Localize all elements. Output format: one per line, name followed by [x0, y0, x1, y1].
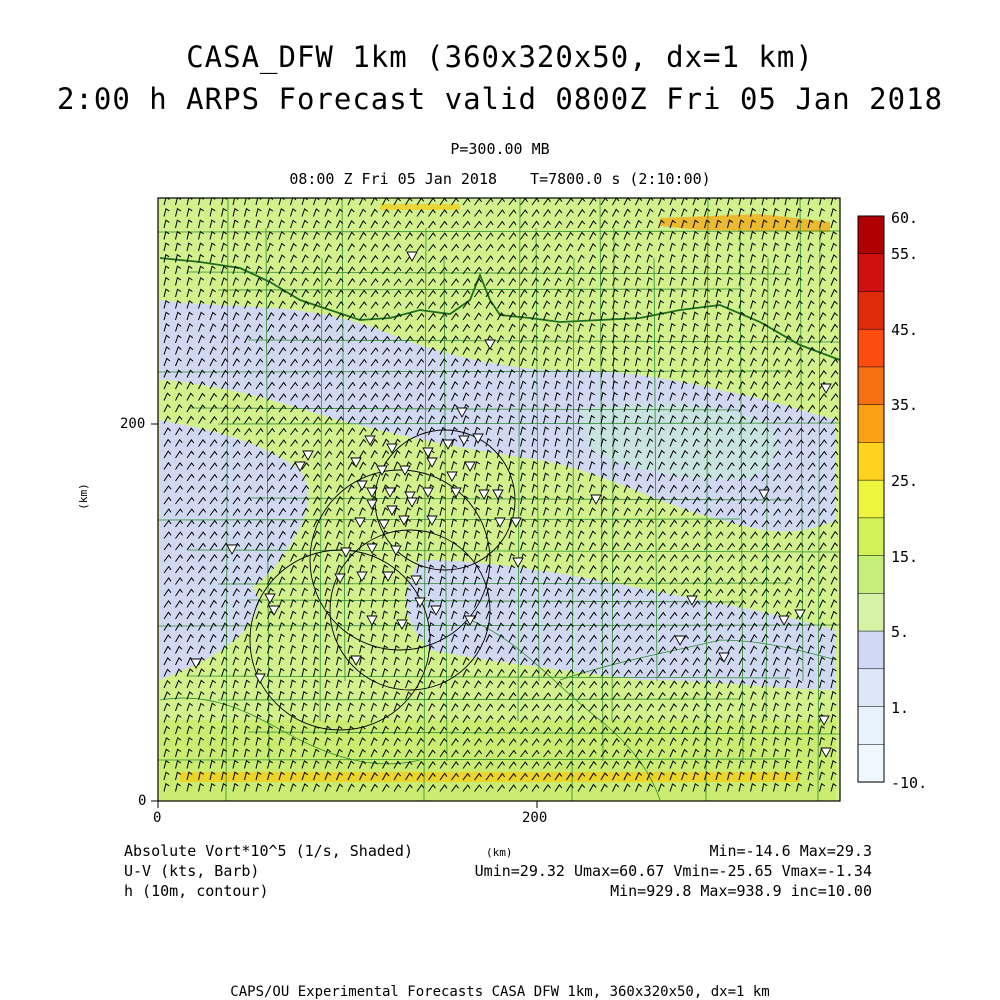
colorbar-label-1: 1. [891, 699, 910, 717]
colorbar [858, 216, 884, 782]
colorbar-swatch [858, 669, 884, 707]
colorbar-swatch [858, 707, 884, 745]
chart-title-line2: 2:00 h ARPS Forecast valid 0800Z Fri 05 Jan 2018 [56, 82, 944, 116]
x-tick-label-200: 200 [522, 810, 548, 826]
y-tick-label-0: 0 [138, 793, 147, 809]
colorbar-swatch [858, 631, 884, 669]
colorbar-swatch [858, 367, 884, 405]
chart-title-line1: CASA_DFW 1km (360x320x50, dx=1 km) [186, 40, 814, 74]
colorbar-label-45: 45. [891, 321, 919, 339]
legend-field-vorticity: Absolute Vort*10^5 (1/s, Shaded) [124, 842, 413, 860]
colorbar-label-minus10: -10. [891, 774, 928, 792]
colorbar-swatch [858, 518, 884, 556]
pressure-level-label: P=300.00 MB [450, 140, 550, 158]
model-time-label: T=7800.0 s (2:10:00) [530, 170, 711, 188]
colorbar-swatch [858, 480, 884, 518]
x-tick-label-0: 0 [153, 810, 162, 826]
vorticity-max-band-north-west [380, 204, 460, 210]
colorbar-label-15: 15. [891, 548, 919, 566]
legend-stats-height: Min=929.8 Max=938.9 inc=10.00 [610, 882, 872, 900]
y-axis-unit: (km) [76, 483, 90, 510]
y-tick-label-200: 200 [120, 416, 146, 432]
colorbar-swatch [858, 556, 884, 594]
colorbar-swatch [858, 291, 884, 329]
colorbar-label-55: 55. [891, 245, 919, 263]
colorbar-swatch [858, 405, 884, 443]
colorbar-label-25: 25. [891, 472, 919, 490]
footer-credit: CAPS/OU Experimental Forecasts CASA DFW 1km, 360x320x50, dx=1 km [230, 984, 770, 1000]
colorbar-label-60: 60. [891, 209, 919, 227]
x-axis-unit: (km) [486, 846, 513, 859]
colorbar-swatch [858, 254, 884, 292]
legend-field-height: h (10m, contour) [124, 882, 269, 900]
legend-field-wind: U-V (kts, Barb) [124, 862, 260, 880]
colorbar-label-35: 35. [891, 396, 919, 414]
colorbar-swatch [858, 329, 884, 367]
legend-stats-vorticity: Min=-14.6 Max=29.3 [709, 842, 872, 860]
colorbar-swatch [858, 442, 884, 480]
valid-time-label: 08:00 Z Fri 05 Jan 2018 [289, 170, 498, 188]
colorbar-swatch [858, 216, 884, 254]
legend-stats-wind: Umin=29.32 Umax=60.67 Vmin=-25.65 Vmax=-1.34 [474, 862, 872, 880]
colorbar-label-5: 5. [891, 623, 910, 641]
colorbar-swatch [858, 744, 884, 782]
vorticity-max-band-south [180, 772, 800, 782]
colorbar-swatch [858, 593, 884, 631]
